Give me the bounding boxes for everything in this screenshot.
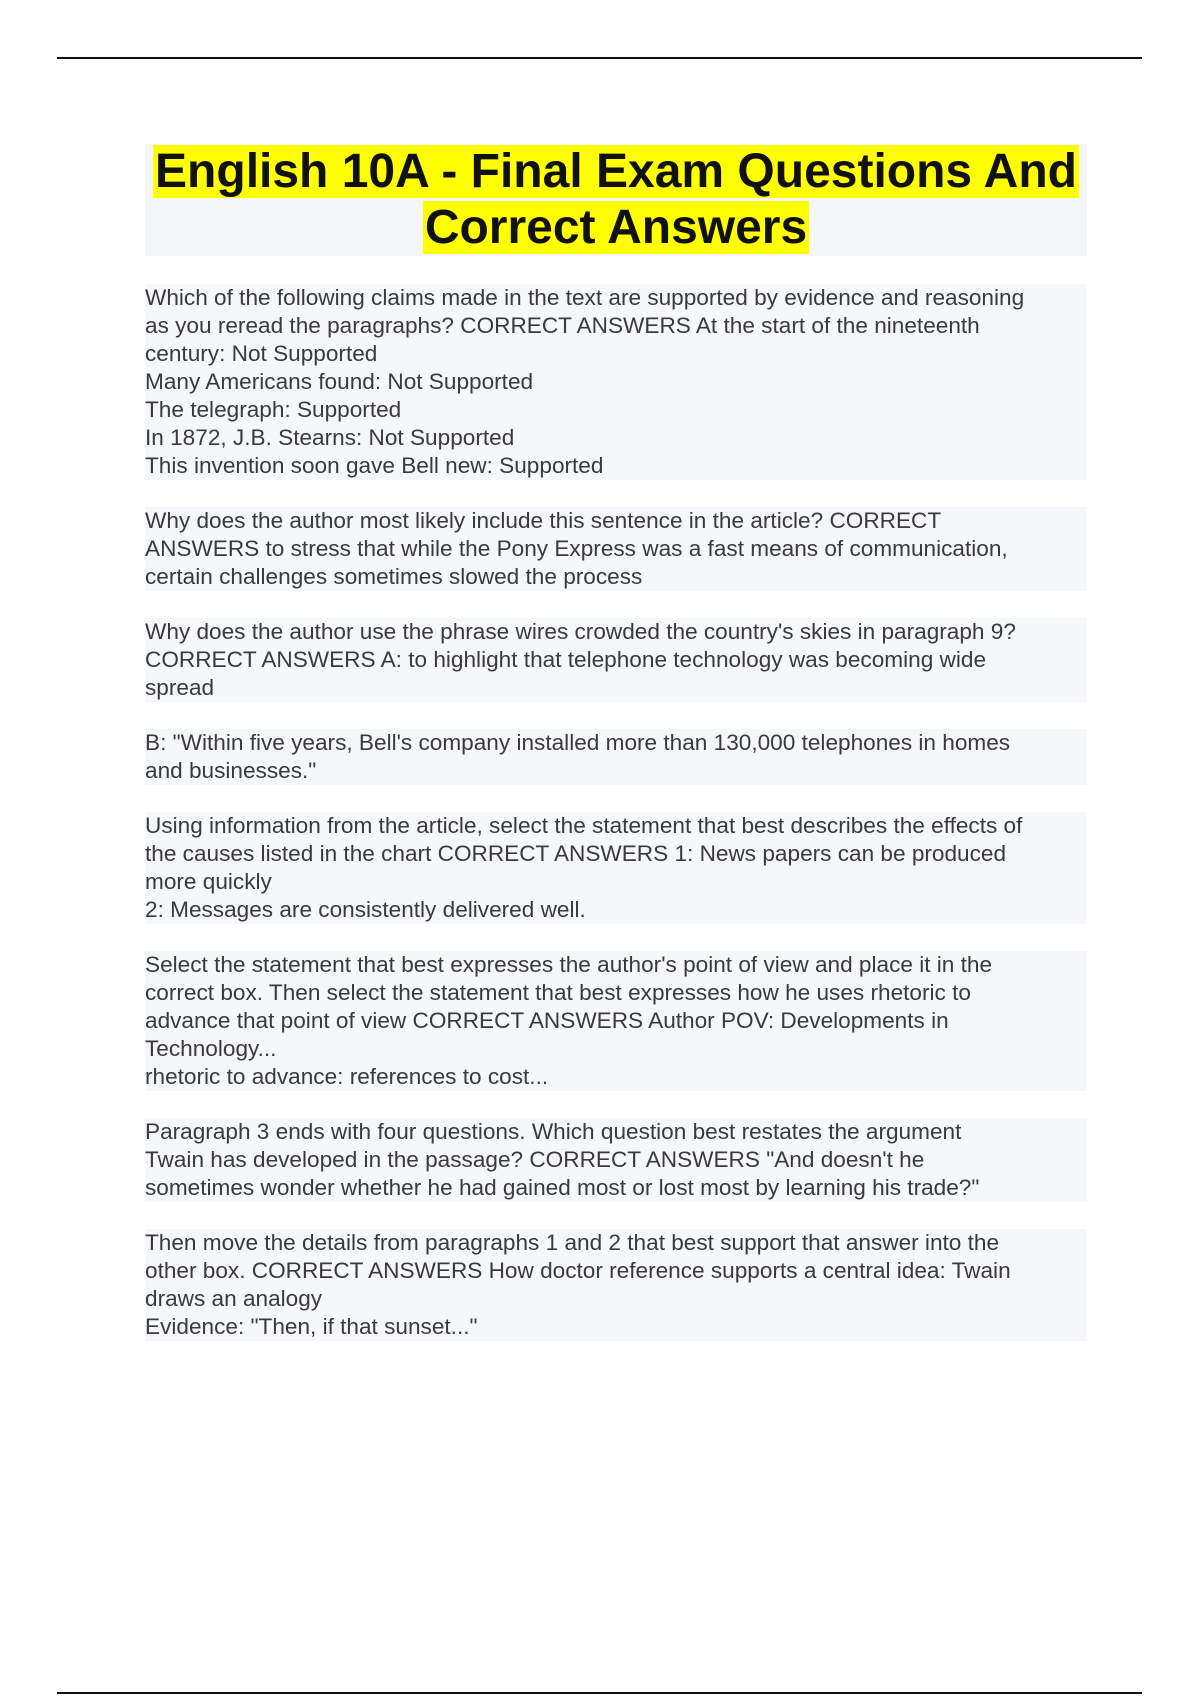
title-line-1 <box>145 144 1087 200</box>
text-line: Evidence: "Then, if that sunset..." <box>145 1314 478 1339</box>
text-line: Many Americans found: Not Supported <box>145 369 534 394</box>
qa-block-6 <box>145 951 1087 1091</box>
text-line: Then move the details from paragraphs 1 and 2 that best support that answer into the <box>145 1230 1000 1255</box>
qa-block-3 <box>145 618 1087 702</box>
text-line: CORRECT ANSWERS A: to highlight that telephone technology was becoming wide <box>145 647 987 672</box>
text-line: and businesses." <box>145 758 317 783</box>
text-line: Which of the following claims made in the text are supported by evidence and reasoning <box>145 285 1025 310</box>
text-line: more quickly <box>145 869 272 894</box>
text-line: certain challenges sometimes slowed the process <box>145 564 643 589</box>
qa-content <box>145 284 1087 1368</box>
qa-block-1 <box>145 284 1087 480</box>
text-line: In 1872, J.B. Stearns: Not Supported <box>145 425 515 450</box>
text-line: 2: Messages are consistently delivered well. <box>145 897 586 922</box>
text-line: the causes listed in the chart CORRECT ANSWERS 1: News papers can be produced <box>145 841 1007 866</box>
title-highlight-2: Correct Answers <box>424 201 808 254</box>
text-line: draws an analogy <box>145 1286 323 1311</box>
text-line: other box. CORRECT ANSWERS How doctor reference supports a central idea: Twain <box>145 1258 1011 1283</box>
text-line: B: "Within five years, Bell's company installed more than 130,000 telephones in homes <box>145 730 1011 755</box>
text-line: century: Not Supported <box>145 341 378 366</box>
title-highlight-1: English 10A - Final Exam Questions And <box>155 145 1077 198</box>
text-line: sometimes wonder whether he had gained most or lost most by learning his trade?" <box>145 1175 980 1200</box>
text-line: This invention soon gave Bell new: Supported <box>145 453 604 478</box>
qa-block-5 <box>145 812 1087 924</box>
text-line: Technology... <box>145 1036 277 1061</box>
text-line: as you reread the paragraphs? CORRECT ANSWERS At the start of the nineteenth <box>145 313 980 338</box>
qa-block-7 <box>145 1118 1087 1202</box>
footer-rule <box>57 1692 1142 1694</box>
header-rule <box>57 57 1142 59</box>
text-line: ANSWERS to stress that while the Pony Express was a fast means of communication, <box>145 536 1008 561</box>
document-title <box>145 144 1087 256</box>
text-line: advance that point of view CORRECT ANSWERS Author POV: Developments in <box>145 1008 949 1033</box>
text-line: The telegraph: Supported <box>145 397 402 422</box>
text-line: Twain has developed in the passage? CORRECT ANSWERS "And doesn't he <box>145 1147 925 1172</box>
qa-block-2 <box>145 507 1087 591</box>
text-line: Why does the author use the phrase wires crowded the country's skies in paragraph 9? <box>145 619 1016 644</box>
title-line-2 <box>145 200 1087 256</box>
text-line: rhetoric to advance: references to cost... <box>145 1064 549 1089</box>
text-line: Why does the author most likely include this sentence in the article? CORRECT <box>145 508 942 533</box>
text-line: Paragraph 3 ends with four questions. Which question best restates the argument <box>145 1119 962 1144</box>
qa-block-4 <box>145 729 1087 785</box>
text-line: correct box. Then select the statement that best expresses how he uses rhetoric to <box>145 980 971 1005</box>
text-line: Using information from the article, select the statement that best describes the effects of <box>145 813 1023 838</box>
text-line: spread <box>145 675 215 700</box>
text-line: Select the statement that best expresses the author's point of view and place it in the <box>145 952 993 977</box>
qa-block-8 <box>145 1229 1087 1341</box>
